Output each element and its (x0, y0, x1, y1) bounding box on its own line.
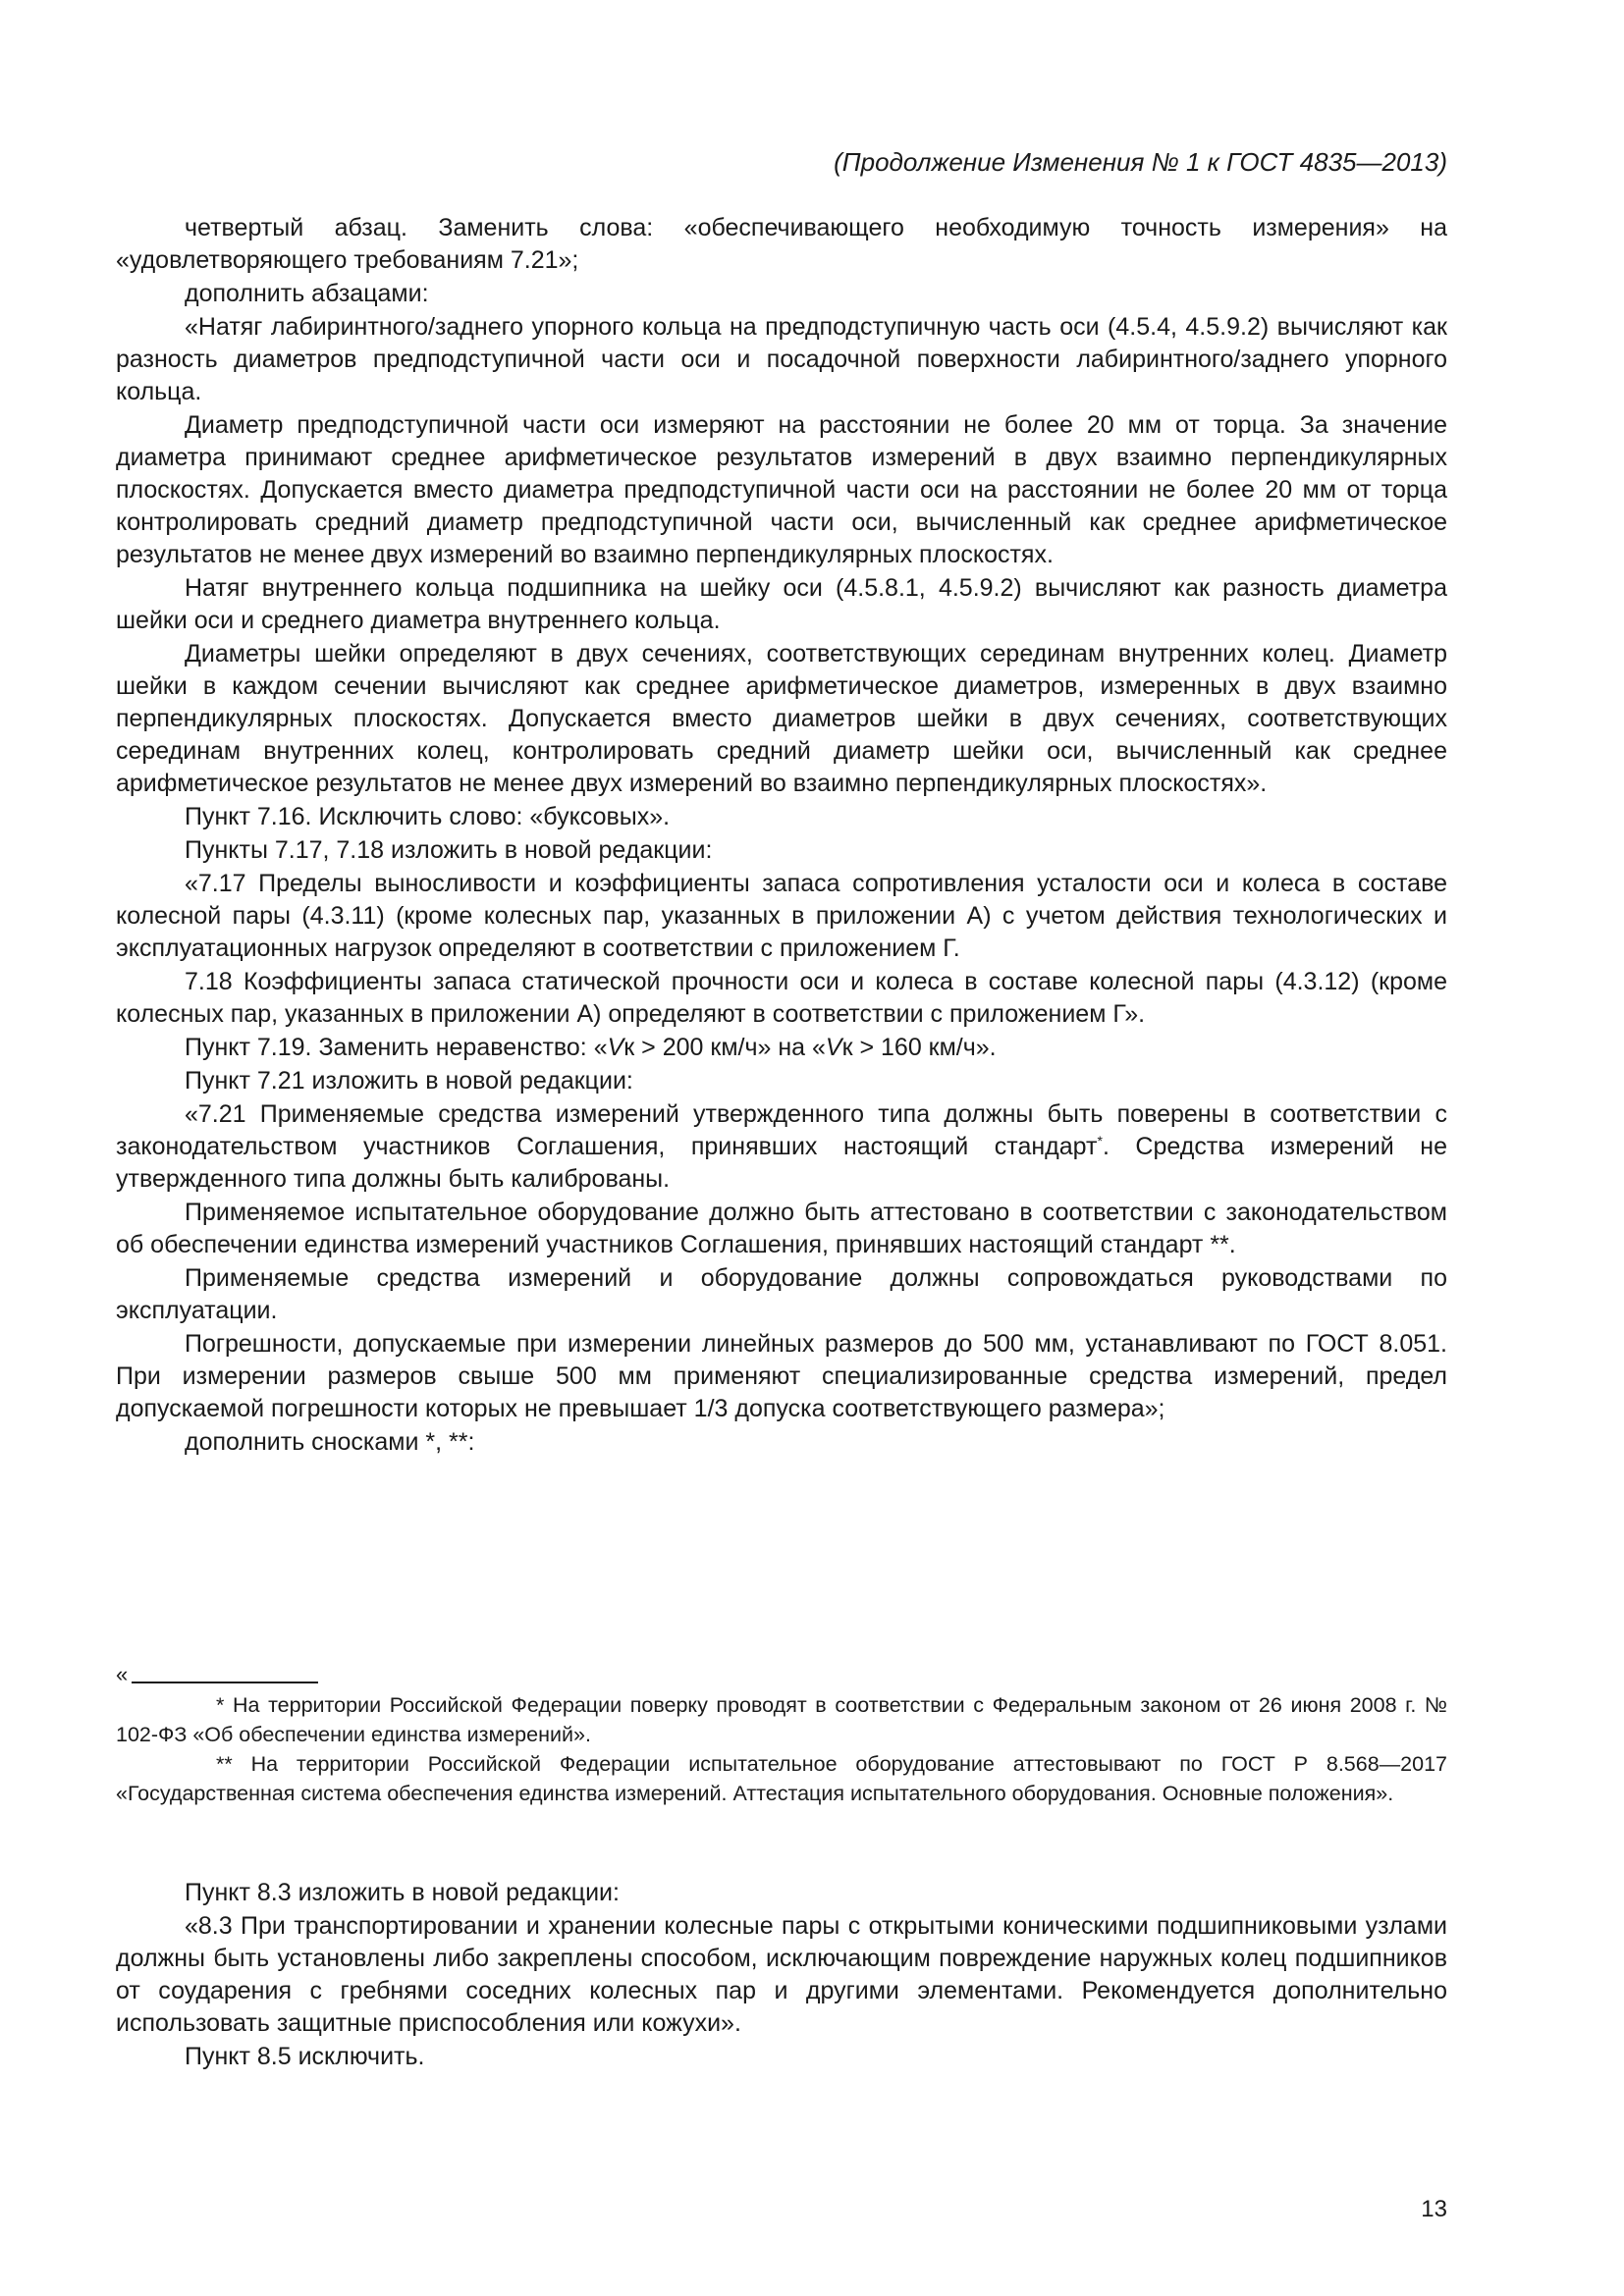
paragraph-7-21 (116, 1098, 1447, 1196)
separator-line (132, 1682, 318, 1683)
paragraph: Диаметры шейки определяют в двух сечениях, соответствующих серединам внутренних колец. Диаметр шейки в каждом сечении вычисляют как среднее арифметическое диаметров, измеренных в двух взаимно перпендикулярных плоскостях. Допускается вместо диаметров шейки в двух сечениях, соответствующих серединам внутренних колец, контролировать средний диаметр шейки оси, вычисленный как среднее арифметическое результатов не менее двух измерений во взаимно перпендикулярных плоскостях». (116, 640, 1447, 797)
footnote: ** На территории Российской Федерации испытательное оборудование аттестовывают по ГОСТ Р 8.568—2017 «Государственная система обеспечения единства измерений. Аттестация испытательного оборудования. Основные положения». (116, 1752, 1447, 1805)
paragraph: Погрешности, допускаемые при измерении линейных размеров до 500 мм, устанавливают по ГОСТ 8.051. При измерении размеров свыше 500 мм применяют специализированные средства измерений, предел допускаемой погрешности которых не превышает 1/3 допуска соответствующего размера»; (116, 1330, 1447, 1422)
paragraph: Натяг внутреннего кольца подшипника на шейку оси (4.5.8.1, 4.5.9.2) вычисляют как разность диаметра шейки оси и среднего диаметра внутреннего кольца. (116, 574, 1447, 634)
footnote-mark: * (1097, 1133, 1103, 1148)
page-number: 13 (1421, 2196, 1447, 2222)
footnotes (116, 1662, 1447, 1808)
paragraph: Диаметр предподступичной части оси измеряют на расстоянии не более 20 мм от торца. За значение диаметра принимают среднее арифметическое результатов измерений в двух взаимно перпендикулярных плоскостях. Допускается вместо диаметра предподступичной части оси на расстоянии не более 20 мм от торца контролировать средний диаметр предподступичной части оси, вычисленный как среднее арифметическое результатов не менее двух измерений во взаимно перпендикулярных плоскостях. (116, 411, 1447, 568)
running-header: (Продолжение Изменения № 1 к ГОСТ 4835—2013) (834, 147, 1447, 177)
paragraph: дополнить сносками *, **: (185, 1428, 475, 1456)
lower-text (116, 1877, 1447, 2074)
footnote-separator (116, 1662, 1447, 1690)
paragraph: «7.17 Пределы выносливости и коэффициенты запаса сопротивления усталости оси и колеса в составе колесной пары (4.3.11) (кроме колесных пар, указанных в приложении А) с учетом действия технологических и эксплуатационных нагрузок определяют в соответствии с приложением Г. (116, 870, 1447, 962)
paragraph: Пункты 7.17, 7.18 изложить в новой редакции: (185, 836, 713, 864)
document-page (116, 0, 1447, 2296)
footnote: * На территории Российской Федерации поверку проводят в соответствии с Федеральным законом от 26 июня 2008 г. № 102-ФЗ «Об обеспечении единства измерений». (116, 1693, 1447, 1746)
paragraph: Пункт 7.21 изложить в новой редакции: (185, 1067, 633, 1095)
paragraph: 7.18 Коэффициенты запаса статической прочности оси и колеса в составе колесной пары (4.3.12) (кроме колесных пар, указанных в приложении А) определяют в соответствии с приложением Г». (116, 968, 1447, 1028)
text-span: Пункт 7.19. Заменить неравенство: « (185, 1034, 608, 1061)
paragraph: Пункт 7.16. Исключить слово: «буксовых». (185, 803, 671, 830)
text-span: к > 160 км/ч». (841, 1034, 997, 1061)
main-text (116, 212, 1447, 1460)
paragraph: «Натяг лабиринтного/заднего упорного кольца на предподступичную часть оси (4.5.4, 4.5.9.2) вычисляют как разность диаметров предподступичной части оси и посадочной поверхности лабиринтного/заднего упорного кольца. (116, 313, 1447, 405)
text-span: «7.21 Применяемые средства измерений утвержденного типа должны быть поверены в соответствии с законодательством участников Соглашения, принявших настоящий стандарт (116, 1100, 1447, 1160)
paragraph-7-19 (116, 1032, 1447, 1064)
paragraph: Применяемое испытательное оборудование должно быть аттестовано в соответствии с законодательством об обеспечении единства измерений участников Соглашения, принявших настоящий стандарт **. (116, 1199, 1447, 1258)
open-quote: « (116, 1662, 129, 1686)
paragraph: Пункт 8.5 исключить. (185, 2043, 425, 2070)
paragraph: дополнить абзацами: (185, 280, 429, 307)
velocity-symbol: V (825, 1034, 842, 1061)
paragraph: «8.3 При транспортировании и хранении колесные пары с открытыми коническими подшипниковыми узлами должны быть установлены либо закреплены способом, исключающим повреждение наружных колец подшипников от соударения с гребнями соседних колесных пар и другими элементами. Рекомендуется дополнительно использовать защитные приспособления или кожухи». (116, 1912, 1447, 2037)
paragraph: четвертый абзац. Заменить слова: «обеспечивающего необходимую точность измерения» на «удовлетворяющего требованиям 7.21»; (116, 214, 1447, 274)
text-span: . Средства измерений не утвержденного типа должны быть калиброваны. (116, 1133, 1447, 1193)
paragraph: Пункт 8.3 изложить в новой редакции: (185, 1879, 620, 1906)
paragraph: Применяемые средства измерений и оборудование должны сопровождаться руководствами по эксплуатации. (116, 1264, 1447, 1324)
velocity-symbol: V (607, 1034, 624, 1061)
text-span: к > 200 км/ч» на « (623, 1034, 826, 1061)
